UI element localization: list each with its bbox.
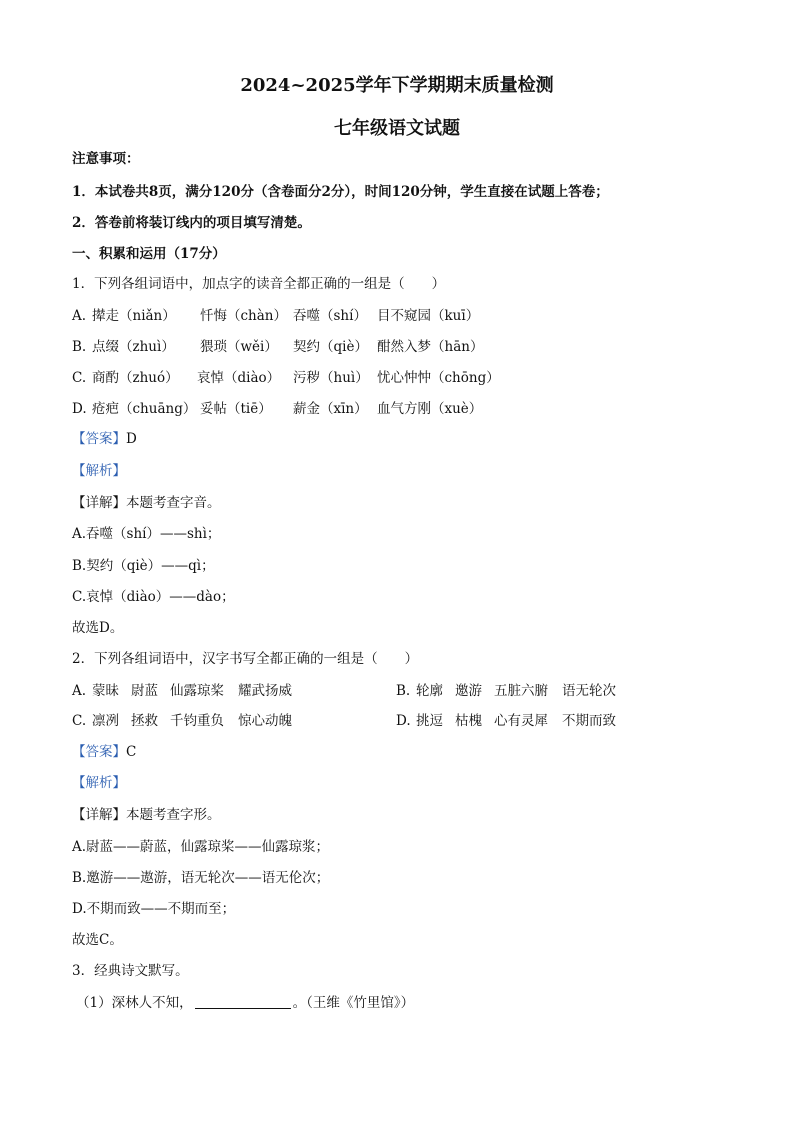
q1-analysis-tag: 【解析】	[72, 463, 126, 479]
answer-value: D	[126, 431, 137, 447]
q2-detail-line: D.不期而致——不期而至；	[72, 901, 236, 917]
q1-conclusion: 故选D。	[72, 620, 124, 636]
exam-subtitle: 七年级语文试题	[334, 118, 460, 139]
q2-answer	[72, 743, 136, 761]
q1-detail-line: A.吞噬（shí）——shì；	[72, 526, 221, 542]
answer-value: C	[126, 744, 137, 760]
q1-stem: 1．下列各组词语中，加点字的读音全都正确的一组是（ ）	[72, 276, 446, 292]
q1-detail-line: C.哀悼（diào）——dào；	[72, 589, 235, 605]
q2-stem: 2．下列各组词语中，汉字书写全都正确的一组是（ ）	[72, 651, 419, 667]
exam-title: 2024~2025学年下学期期末质量检测	[240, 75, 554, 96]
q2-detail-line: B.邀游——遨游，语无轮次——语无伦次；	[72, 870, 330, 886]
notes-heading: 注意事项：	[72, 151, 140, 167]
detail-tag: 【详解】	[72, 807, 126, 823]
q3-stem: 3．经典诗文默写。	[72, 963, 189, 979]
document-page: 2024~2025学年下学期期末质量检测 七年级语文试题 注意事项： 1．本试卷共8页，满分120分（含卷面分2分），时间120分钟，学生直接在试题上答卷； 2．答卷前将装订线内的项目填写清楚。 一、积累和运用（17分） 1．下列各组词语中，加点字的读音全都正确的一组是（ ） A. 撵走（niǎn） 忏悔（chàn） 吞噬（shí） 目不窥园（kuī） B. 点缀（zhuì） 猥琐（wěi） 契约（qiè） 酣然入梦（hān） C. 商酌（zhuó） 哀悼（diào） 污秽（huì） 忧心忡忡（chōng） D. 疮疤（chuāng） 妥帖（tiē） 薪金（xīn） 血气方刚（xuè） 【答案】D 【解析】 【详解】本题考查字音。 A.吞噬（shí）——shì； B.契约（qiè）——qì； C.哀悼（diào）——dào； 故选D。 2．下列各组词语中，汉字书写全都正确的一组是（ ） A. 蒙昧 尉蓝 仙露琼桨 耀武扬威 B. 轮廓 邀游 五脏六腑 语无轮次 C. 凛冽 拯救 千钧重负 惊心动魄 D. 挑逗 枯槐 心有灵犀 不期而致 【答案】C 【解析】 【详解】本题考查字形。 A.尉蓝——蔚蓝，仙露琼桨——仙露琼浆； B.邀游——遨游，语无轮次——语无伦次； D.不期而致——不期而至； 故选C。 3．经典诗文默写。 （1）深林人不知， 。（王维《竹里馆》）	[0, 0, 794, 1123]
fill-blank[interactable]	[195, 994, 291, 1009]
q2-detail-line: A.尉蓝——蔚蓝，仙露琼桨——仙露琼浆；	[72, 839, 330, 855]
notes-item-2: 2．答卷前将装订线内的项目填写清楚。	[72, 215, 311, 231]
q1-detail: 【详解】本题考查字音。	[72, 495, 221, 511]
notes-item-1: 1．本试卷共8页，满分120分（含卷面分2分），时间120分钟，学生直接在试题上答卷；	[72, 184, 609, 200]
q2-analysis-tag: 【解析】	[72, 775, 126, 791]
q1-detail-line: B.契约（qiè）——qì；	[72, 558, 215, 574]
section-heading: 一、积累和运用（17分）	[72, 246, 226, 262]
answer-tag: 【答案】	[72, 431, 126, 447]
answer-tag: 【答案】	[72, 744, 126, 760]
q3-sub-1: （1）深林人不知， 。（王维《竹里馆》）	[76, 995, 415, 1011]
q2-conclusion: 故选C。	[72, 932, 123, 948]
detail-tag: 【详解】	[72, 495, 126, 511]
q1-answer	[72, 430, 137, 448]
q2-detail: 【详解】本题考查字形。	[72, 807, 221, 823]
